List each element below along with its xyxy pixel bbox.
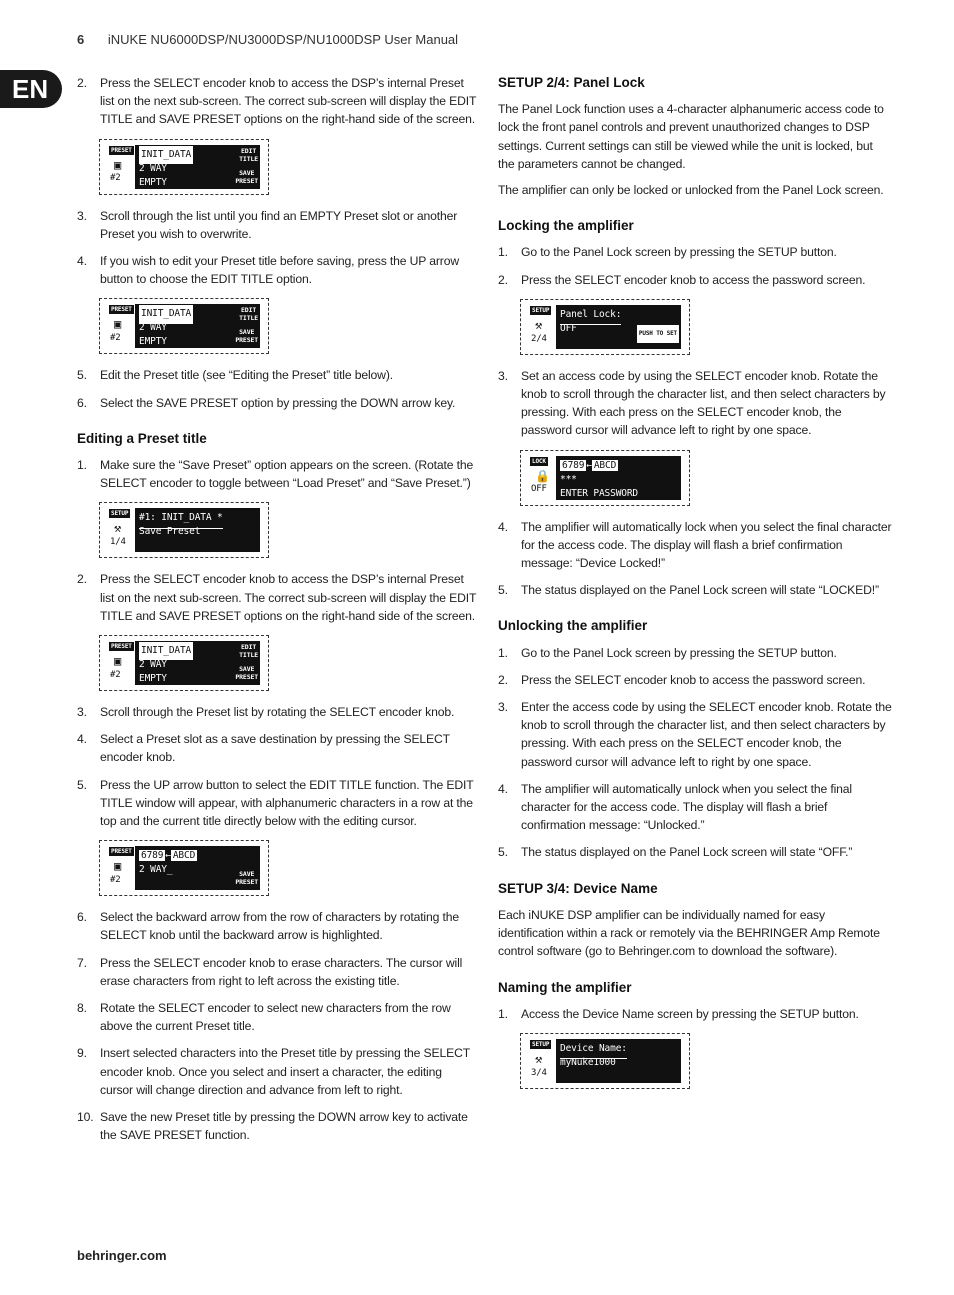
lcd-tag: SETUP <box>532 306 550 314</box>
lcd-row-1: Panel Lock: <box>560 306 621 325</box>
lcd-row-2: myNuke1000 <box>560 1056 616 1068</box>
list-item <box>77 1044 477 1099</box>
list-number: 5. <box>498 845 508 860</box>
list-text: Insert selected characters into the Preset title by pressing the SELECT encoder knob. Once you select and insert a character, the editing cursor will change direction and advance from left to right. <box>100 1046 470 1097</box>
paragraph-device-name: Each iNUKE DSP amplifier can be individually named for easy identification within a rack or remotely via the BEHRINGER Amp Remote control software (go to Behringer.com to download the software). <box>498 907 880 959</box>
list-text: Press the SELECT encoder knob to access the DSP’s internal Preset list on the next sub-screen. The correct sub-screen will display the EDIT TITLE and SAVE PRESET options on the right-hand side of the screen. <box>100 76 477 127</box>
lcd-row-1: INIT_DATA <box>139 642 193 660</box>
list-text: Edit the Preset title (see “Editing the Preset” title below). <box>100 368 393 383</box>
right-column <box>498 74 892 1101</box>
heading-locking: Locking the amplifier <box>498 218 634 234</box>
list-number: 5. <box>77 777 87 792</box>
list-item <box>498 1005 892 1023</box>
lcd-preset-screen-2 <box>99 298 269 354</box>
lcd-row-1: INIT_DATA <box>139 305 193 323</box>
heading-unlocking: Unlocking the amplifier <box>498 618 648 634</box>
heading-editing-preset-title: Editing a Preset title <box>77 430 207 446</box>
lcd-left-panel <box>529 305 556 349</box>
lcd-row-1: Device Name: <box>560 1040 627 1059</box>
list-item <box>77 954 477 990</box>
manual-title: iNUKE NU6000DSP/NU3000DSP/NU1000DSP User Manual <box>107 32 459 47</box>
list-text: Scroll through the Preset list by rotating the SELECT encoder knob. <box>100 705 455 720</box>
lcd-tag: PRESET <box>111 146 132 154</box>
lcd-preset-screen-1 <box>99 139 269 195</box>
language-tab: EN <box>0 70 62 108</box>
list-item <box>77 703 477 721</box>
list-number: 7. <box>77 955 87 970</box>
list-item <box>498 843 892 861</box>
lcd-chars-digits: 6789 <box>141 850 164 862</box>
list-number: 6. <box>77 910 87 925</box>
list-text: Select the SAVE PRESET option by pressing the DOWN arrow key. <box>100 395 456 410</box>
list-item <box>77 730 477 766</box>
lcd-chars-letters: ABCD <box>593 459 617 471</box>
list-number: 3. <box>77 208 87 223</box>
lock-icon: 🔒 <box>535 468 550 483</box>
lcd-row-3: EMPTY <box>139 176 167 188</box>
list-text: If you wish to edit your Preset title before saving, press the UP arrow button to choose the EDIT TITLE option. <box>100 254 459 287</box>
lcd-display <box>108 846 260 890</box>
list-text: Press the SELECT encoder knob to access the password screen. <box>521 672 866 687</box>
floppy-disk-icon: ▣ <box>114 317 122 332</box>
lcd-device-name-screen <box>520 1033 690 1089</box>
left-column <box>77 74 477 1154</box>
list-item <box>498 271 892 289</box>
list-item <box>77 999 477 1035</box>
lcd-password-screen <box>520 450 690 506</box>
list-item <box>77 207 477 243</box>
list-item <box>498 671 892 689</box>
list-item <box>77 366 477 384</box>
lcd-row-3: EMPTY <box>139 673 167 685</box>
list-text: Press the UP arrow button to select the EDIT TITLE function. The EDIT TITLE window will appear, with alphanumeric characters in a row at the top and the current title directly below with the editing cursor. <box>100 777 474 829</box>
floppy-disk-icon: ▣ <box>114 654 122 669</box>
list-text: Access the Device Name screen by pressing the SETUP button. <box>521 1006 859 1021</box>
lcd-left-panel <box>108 145 135 189</box>
lcd-sub-number: #2 <box>110 333 121 344</box>
list-item <box>77 394 477 412</box>
list-number: 4. <box>498 781 508 796</box>
list-number: 4. <box>77 254 87 269</box>
list-number: 2. <box>498 272 508 287</box>
lcd-preset-screen-3 <box>99 635 269 691</box>
list-item <box>498 518 892 573</box>
list-text: Make sure the “Save Preset” option appears on the screen. (Rotate the SELECT encoder to toggle between “Load Preset” and “Save Preset.”) <box>100 458 474 491</box>
heading-device-name: SETUP 3/4: Device Name <box>498 880 658 896</box>
lcd-left-panel <box>529 456 556 500</box>
lcd-display <box>529 305 681 349</box>
paragraph-lock-only: The amplifier can only be locked or unlocked from the Panel Lock screen. <box>498 183 884 198</box>
page-number: 6 <box>77 32 85 47</box>
lcd-panel-lock-screen <box>520 299 690 355</box>
lcd-sub-number: #2 <box>110 875 121 886</box>
list-item <box>77 570 477 625</box>
lcd-row-2: OFF <box>560 322 577 334</box>
lcd-sub-number: 3/4 <box>531 1067 547 1078</box>
lcd-prompt-row: ENTER PASSWORD <box>560 487 638 499</box>
lcd-display <box>529 1039 681 1083</box>
list-text: The amplifier will automatically lock when you select the final character for the access code. The display will flash a brief confirmation message: “Device Locked!” <box>521 519 892 571</box>
list-text: The amplifier will automatically unlock when you select the final character for the access code. The display will flash a brief confirmation message: “Unlocked.” <box>521 781 852 833</box>
list-text: Save the new Preset title by pressing the DOWN arrow key to activate the SAVE PRESET function. <box>100 1110 468 1143</box>
list-item <box>498 698 892 771</box>
list-text: Go to the Panel Lock screen by pressing the SETUP button. <box>521 645 837 660</box>
list-number: 3. <box>498 368 508 383</box>
floppy-disk-icon: ▣ <box>114 157 122 172</box>
list-number: 9. <box>77 1046 87 1061</box>
lcd-left-panel <box>529 1039 556 1083</box>
lcd-sub-number: 2/4 <box>531 333 547 344</box>
paragraph-panel-lock: The Panel Lock function uses a 4-character alphanumeric access code to lock the front panel controls and prevent unauthorized changes to DSP settings. Current settings can still be viewed while the unit is locked, but the parameters cannot be changed. <box>498 102 884 171</box>
list-number: 8. <box>77 1001 87 1016</box>
lcd-save-preset-screen <box>99 502 269 558</box>
lcd-display <box>108 508 260 552</box>
list-item <box>77 252 477 288</box>
lcd-row-2: 2 WAY <box>139 322 167 334</box>
list-number: 2. <box>498 672 508 687</box>
lcd-title-row: *** <box>560 473 577 485</box>
list-text: Go to the Panel Lock screen by pressing the SETUP button. <box>521 245 837 260</box>
list-item <box>77 1108 477 1144</box>
lcd-chars-letters: ABCD <box>172 850 196 862</box>
lcd-row-1: #1: INIT_DATA * <box>139 509 223 528</box>
lcd-chars-digits: 6789 <box>562 459 585 471</box>
lcd-tag: PRESET <box>111 643 132 651</box>
list-number: 4. <box>498 519 508 534</box>
list-number: 1. <box>498 1006 508 1021</box>
lcd-display <box>108 641 260 685</box>
lcd-title-row: 2 WAY_ <box>139 864 173 876</box>
lcd-save-preset-label: SAVE PRESET <box>235 168 258 185</box>
list-number: 5. <box>77 368 87 383</box>
list-text: Press the SELECT encoder knob to erase characters. The cursor will erase characters from right to left across the existing title. <box>100 955 463 988</box>
list-number: 3. <box>77 705 87 720</box>
heading-panel-lock: SETUP 2/4: Panel Lock <box>498 75 645 90</box>
list-text: Select a Preset slot as a save destination by pressing the SELECT encoder knob. <box>100 732 450 765</box>
list-number: 10. <box>77 1110 94 1125</box>
lcd-left-panel <box>108 304 135 348</box>
list-number: 1. <box>498 645 508 660</box>
lcd-edit-title-label: EDIT TITLE <box>239 643 258 660</box>
list-text: Press the SELECT encoder knob to access the DSP’s internal Preset list on the next sub-screen. The correct sub-screen will display the EDIT TITLE and SAVE PRESET options on the right-hand side of the screen. <box>100 572 477 623</box>
lcd-sub-number: #2 <box>110 669 121 680</box>
lcd-row-2: 2 WAY <box>139 162 167 174</box>
lcd-left-panel <box>108 846 135 890</box>
list-text: Scroll through the list until you find an EMPTY Preset slot or another Preset you wish to overwrite. <box>100 208 458 241</box>
list-item <box>77 456 477 492</box>
lcd-sub-number: 1/4 <box>110 537 126 548</box>
list-item <box>77 776 477 831</box>
lcd-row-3: EMPTY <box>139 336 167 348</box>
lcd-save-preset-label: SAVE PRESET <box>235 870 258 887</box>
list-text: Set an access code by using the SELECT encoder knob. Rotate the knob to scroll through the character list, and then select characters by pressing. With each press on the SELECT encoder knob, the password cursor will advance left to right by one space. <box>521 368 886 438</box>
list-number: 6. <box>77 395 87 410</box>
footer-brand: behringer.com <box>77 1248 167 1263</box>
lcd-row-2: 2 WAY <box>139 659 167 671</box>
list-number: 1. <box>498 245 508 260</box>
lcd-edit-title-label: EDIT TITLE <box>239 146 258 163</box>
list-number: 2. <box>77 76 87 90</box>
list-text: Rotate the SELECT encoder to select new characters from the row above the current Preset title. <box>100 1001 451 1034</box>
list-number: 1. <box>77 458 87 473</box>
lcd-tag: PRESET <box>111 306 132 314</box>
list-number: 5. <box>498 583 508 598</box>
list-item <box>498 581 892 599</box>
list-text: Press the SELECT encoder knob to access the password screen. <box>521 272 866 287</box>
wrench-icon: ⚒ <box>535 1051 543 1066</box>
lcd-row-1: INIT_DATA <box>139 146 193 164</box>
lcd-tag: SETUP <box>532 1040 550 1048</box>
lcd-row-2: Save Preset <box>139 526 201 538</box>
floppy-disk-icon: ▣ <box>114 859 122 874</box>
back-arrow-icon: ← <box>586 459 592 471</box>
list-item <box>77 74 477 129</box>
lcd-display <box>529 456 681 500</box>
list-text: Select the backward arrow from the row of characters by rotating the SELECT knob until the backward arrow is highlighted. <box>100 910 459 943</box>
lcd-save-preset-label: SAVE PRESET <box>235 328 258 345</box>
list-number: 3. <box>498 700 508 715</box>
lcd-tag: LOCK <box>532 457 546 465</box>
lcd-tag: SETUP <box>111 510 129 518</box>
wrench-icon: ⚒ <box>535 317 543 332</box>
list-text: The status displayed on the Panel Lock screen will state “OFF.” <box>521 845 853 860</box>
page-header <box>77 32 458 47</box>
list-item <box>498 644 892 662</box>
lcd-left-panel <box>108 508 135 552</box>
back-arrow-icon: ← <box>165 850 171 862</box>
list-text: The status displayed on the Panel Lock screen will state “LOCKED!” <box>521 583 879 598</box>
lcd-tag: PRESET <box>111 848 132 856</box>
list-number: 4. <box>77 732 87 747</box>
lcd-sub-number: OFF <box>531 484 547 495</box>
wrench-icon: ⚒ <box>114 521 122 536</box>
list-item <box>498 243 892 261</box>
lcd-left-panel <box>108 641 135 685</box>
lcd-sub-number: #2 <box>110 173 121 184</box>
lcd-push-to-set-label: PUSH TO SET <box>637 325 679 343</box>
lcd-edit-title-label: EDIT TITLE <box>239 306 258 323</box>
lcd-save-preset-label: SAVE PRESET <box>235 665 258 682</box>
list-number: 2. <box>77 572 87 587</box>
lcd-edit-title-screen <box>99 840 269 896</box>
heading-naming: Naming the amplifier <box>498 979 632 995</box>
list-item <box>498 780 892 835</box>
list-item <box>498 367 892 440</box>
lcd-display <box>108 304 260 348</box>
lcd-display <box>108 145 260 189</box>
list-text: Enter the access code by using the SELECT encoder knob. Rotate the knob to scroll through the character list, and then select characters by pressing. With each press on the SELECT encoder knob, the password cursor will advance left to right by one space. <box>521 700 892 769</box>
list-item <box>77 908 477 944</box>
